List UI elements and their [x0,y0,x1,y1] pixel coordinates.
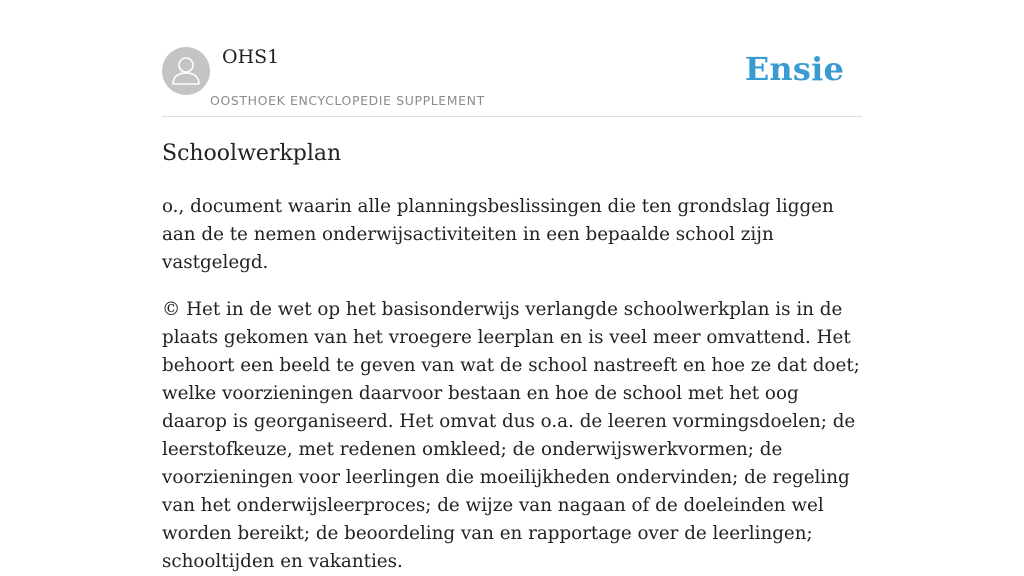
brand-logo[interactable]: Ensie [744,50,844,88]
article [162,138,862,576]
article-paragraph-body: © Het in de wet op het basisonderwijs verlangde schoolwerkplan is in de plaats gekomen van het vroegere leerplan en is veel meer omvattend. Het behoort een beeld te geven van wat de school nastreeft en hoe ze dat doet; welke voorzieningen daarvoor bestaan en hoe de school met het oog daarop is georganiseerd. Het omvat dus o.a. de leeren vormingsdoelen; de leerstofkeuze, met redenen omkleed; de onderwijswerkvormen; de voorzieningen voor leerlingen die moeilijkheden ondervinden; de regeling van het onderwijsleerproces; de wijze van nagaan of de doeleinden wel worden bereikt; de beoordeling van en rapportage over de leerlingen; schooltijden en vakanties. [162,299,860,572]
source-label[interactable]: OOSTHOEK ENCYCLOPEDIE SUPPLEMENT [210,93,485,108]
article-title: Schoolwerkplan [162,141,342,166]
user-silhouette-icon [162,47,210,95]
article-paragraph-definition: o., document waarin alle planningsbeslissingen die ten grondslag liggen aan de te nemen onderwijsactiviteiten in een bepaalde school zijn vastgelegd. [162,196,834,273]
user-avatar-icon[interactable] [162,47,210,95]
username[interactable]: OHS1 [222,46,280,68]
page-header [162,0,862,117]
